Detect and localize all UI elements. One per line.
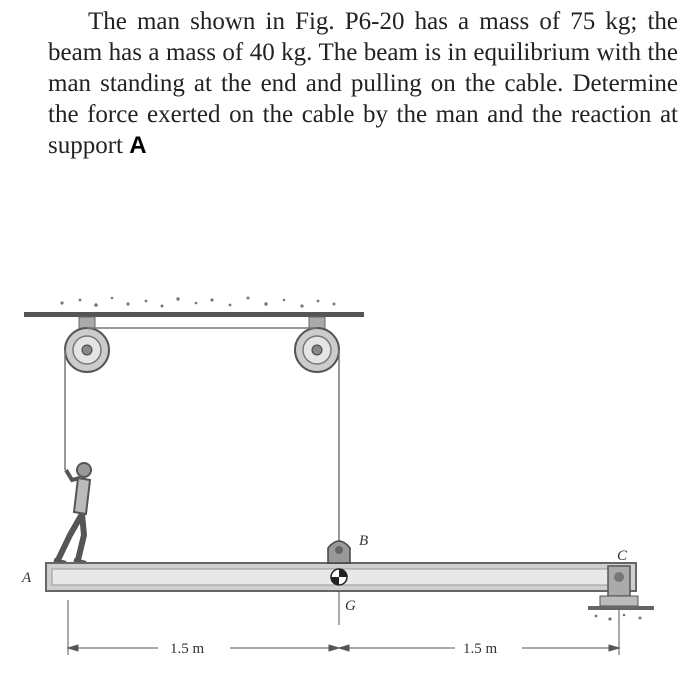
- right-pulley: [295, 317, 339, 372]
- man-figure: [54, 463, 91, 563]
- label-a: A: [22, 570, 32, 586]
- label-b: B: [359, 533, 369, 549]
- support-a-highlight: A: [129, 132, 147, 159]
- pin-b: [328, 541, 350, 563]
- label-g: G: [345, 598, 356, 614]
- problem-text: The man shown in Fig. P6-20 has a mass of 75 kg; the beam has a mass of 40 kg. The beam is in equilibrium with the man standing at the end and pulling on the cable. Determine the force exerted on the cable by the man and the reaction at support: [48, 8, 678, 159]
- center-of-gravity: [331, 569, 347, 625]
- ceiling: [24, 297, 364, 318]
- dimension-left: 1.5 m: [170, 641, 205, 657]
- dimension-right: 1.5 m: [463, 641, 498, 657]
- left-pulley: [65, 317, 109, 372]
- dimension-lines: [68, 600, 619, 655]
- label-c: C: [617, 548, 628, 564]
